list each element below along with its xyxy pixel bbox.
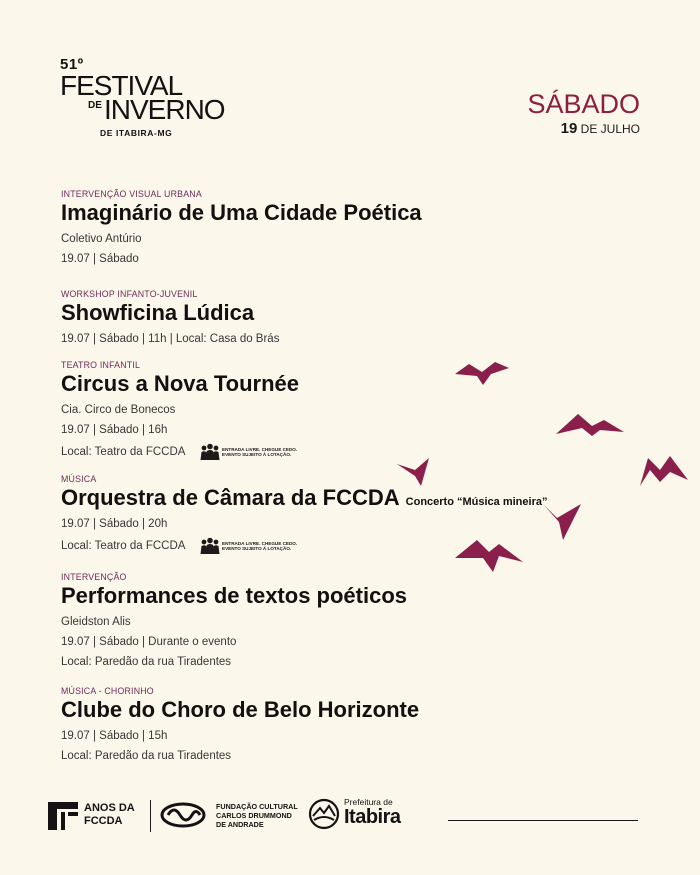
free-entry-badge (200, 537, 297, 555)
event-line: 19.07 | Sábado | 11h | Local: Casa do Brás (61, 333, 280, 345)
footer-rule (448, 820, 638, 821)
event-category: MÚSICA - CHORINHO (61, 686, 154, 696)
prefeitura-label: Prefeitura de (344, 797, 393, 807)
event-title: Performances de textos poéticos (61, 583, 408, 608)
fcd-line2: CARLOS DRUMMOND (216, 811, 292, 820)
event-item (61, 474, 621, 555)
event-title (61, 485, 621, 511)
event-category: MÚSICA (61, 474, 97, 484)
bird-icon (543, 500, 581, 540)
event-location: Local: Teatro da FCCDA (61, 540, 185, 553)
event-title: Showficina Lúdica (61, 300, 255, 325)
event-line: 19.07 | Sábado | 15h (61, 730, 168, 742)
event-item (61, 189, 621, 266)
logo-de: DE (88, 100, 102, 111)
event-line (61, 537, 621, 555)
event-line: 19.07 | Sábado | Durante o evento (61, 636, 237, 648)
bird-icon (397, 458, 429, 486)
event-title: Circus a Nova Tournée (61, 371, 299, 396)
event-title-text: Orquestra de Câmara da FCCDA (61, 485, 400, 510)
event-line: 19.07 | Sábado (61, 253, 139, 265)
itabira-emblem-icon (308, 798, 340, 830)
event-line (61, 443, 621, 461)
event-line: Local: Paredão da rua Tiradentes (61, 656, 232, 668)
event-location: Local: Teatro da FCCDA (61, 446, 185, 459)
fcd-text (216, 802, 298, 829)
people-icon (200, 537, 220, 555)
free-entry-line2: EVENTO SUJEITO À LOTAÇÃO. (222, 452, 292, 457)
event-line: Local: Paredão da rua Tiradentes (61, 750, 232, 762)
fccda-years-line2: FCCDA (84, 815, 123, 827)
free-entry-line1: ENTRADA LIVRE. CHEGUE CEDO. (222, 446, 298, 452)
free-entry-line1: ENTRADA LIVRE. CHEGUE CEDO. (222, 540, 298, 546)
fcd-line3: DE ANDRADE (216, 820, 264, 829)
bird-icon (556, 414, 624, 436)
day-number: 19 (560, 120, 578, 137)
event-item (61, 360, 621, 461)
event-subtitle: Concerto “Música mineira” (405, 496, 548, 508)
event-line: Coletivo Antúrio (61, 233, 142, 245)
bird-icon (455, 360, 509, 386)
logo-festival: FESTIVAL (60, 70, 183, 101)
fccda-years-text (84, 802, 135, 828)
event-line: 19.07 | Sábado | 16h (61, 424, 168, 436)
event-item (61, 289, 621, 346)
event-line: 19.07 | Sábado | 20h (61, 518, 168, 530)
day-month (527, 120, 640, 137)
bird-icon (640, 456, 690, 488)
footer-logos (48, 796, 648, 836)
event-category: TEATRO INFANTIL (61, 360, 141, 370)
logo-city: DE ITABIRA-MG (100, 128, 173, 138)
event-title: Clube do Choro de Belo Horizonte (61, 697, 420, 722)
fcd-line1: FUNDAÇÃO CULTURAL (216, 802, 298, 811)
event-line: Gleidston Alis (61, 616, 131, 628)
event-item (61, 686, 621, 763)
free-entry-line2: EVENTO SUJEITO À LOTAÇÃO. (222, 546, 292, 551)
logo-edition: 51º (60, 56, 84, 73)
event-line: Cia. Circo de Bonecos (61, 404, 176, 416)
itabira-label: Itabira (344, 806, 401, 828)
event-category: INTERVENÇÃO (61, 572, 127, 582)
date-block (527, 90, 640, 137)
weekday: SÁBADO (527, 89, 640, 119)
logo-inverno: INVERNO (104, 94, 225, 125)
free-entry-badge (200, 443, 297, 461)
month: DE JULHO (580, 122, 640, 136)
event-item (61, 572, 621, 669)
event-title: Imaginário de Uma Cidade Poética (61, 200, 422, 225)
footer-divider (150, 800, 151, 832)
fccda-anniversary-logo (48, 802, 78, 830)
fccda-years-line1: ANOS DA (84, 802, 135, 814)
event-category: INTERVENÇÃO VISUAL URBANA (61, 189, 202, 199)
bird-icon (455, 538, 523, 572)
event-category: WORKSHOP INFANTO-JUVENIL (61, 289, 198, 299)
people-icon (200, 443, 220, 461)
fcd-logo-icon (160, 802, 206, 828)
